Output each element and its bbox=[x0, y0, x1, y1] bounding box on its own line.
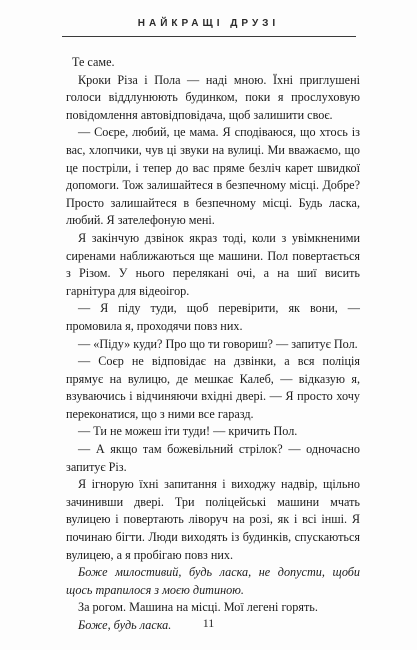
body-text bbox=[66, 54, 360, 635]
paragraph: — «Піду» куди? Про що ти говориш? — запитує Пол. bbox=[78, 336, 358, 351]
running-head-title: НАЙКРАЩІ ДРУЗІ bbox=[137, 18, 280, 29]
paragraph: Те саме. bbox=[72, 55, 115, 69]
header-rule bbox=[62, 36, 356, 37]
paragraph: — Соєр не відповідає на дзвінки, а вся поліція прямує на вулицю, де мешкає Калеб, — відказую я, взуваючись і відчиняючи вхідні двері. — Я просто хочу переконатися, що з ними все гаразд. bbox=[66, 354, 360, 421]
paragraph: Я ігнорую їхні запитання і виходжу надвір, щільно зачинивши двері. Три поліцейські машини мчать вулицею і повертають ліворуч на розі, як і всі інші. Я починаю бігти. Люди виходять із будинків, спускаються вулицею, а я пробігаю повз них. bbox=[66, 477, 360, 562]
paragraph: — А якщо там божевільний стрілок? — одночасно запитує Різ. bbox=[66, 442, 360, 474]
paragraph-italic: Боже милостивий, будь ласка, не допусти, щоби щось трапилося з моєю дитиною. bbox=[66, 565, 360, 597]
paragraph: — Соєре, любий, це мама. Я сподіваюся, що хтось із вас, хлопчики, чув ці звуки на вулиці. Ми вважаємо, що це постріли, і тепер до вас пряме безліч карет швидкої допомоги. Тож залишайтеся в безпечному місці. Добре? Просто залишайтеся в безпечному місці. Будь ласка, любий. Я зателефоную мені. bbox=[66, 125, 360, 228]
paragraph: Кроки Різа і Пола — наді мною. Їхні приглушені голоси віддлунюють будинком, поки я прослуховую повідомлення автовідповідача, щоб залишити своє. bbox=[66, 72, 360, 122]
paragraph: — Я піду туди, щоб перевірити, як вони, — промовила я, проходячи повз них. bbox=[66, 301, 360, 333]
paragraph: За рогом. Машина на місці. Мої легені горять. bbox=[78, 600, 318, 615]
paragraph: Я закінчую дзвінок якраз тоді, коли з увімкненими сиренами наближаються ще машини. Пол повертається з Різом. У нього перелякані очі, а на шиї висить гарнітура для відеоігор. bbox=[66, 230, 360, 298]
page-number: 11 bbox=[202, 616, 215, 630]
paragraph-italic: Боже, будь ласка. bbox=[78, 618, 172, 632]
paragraph: — Ти не можеш іти туди! — кричить Пол. bbox=[78, 424, 298, 439]
